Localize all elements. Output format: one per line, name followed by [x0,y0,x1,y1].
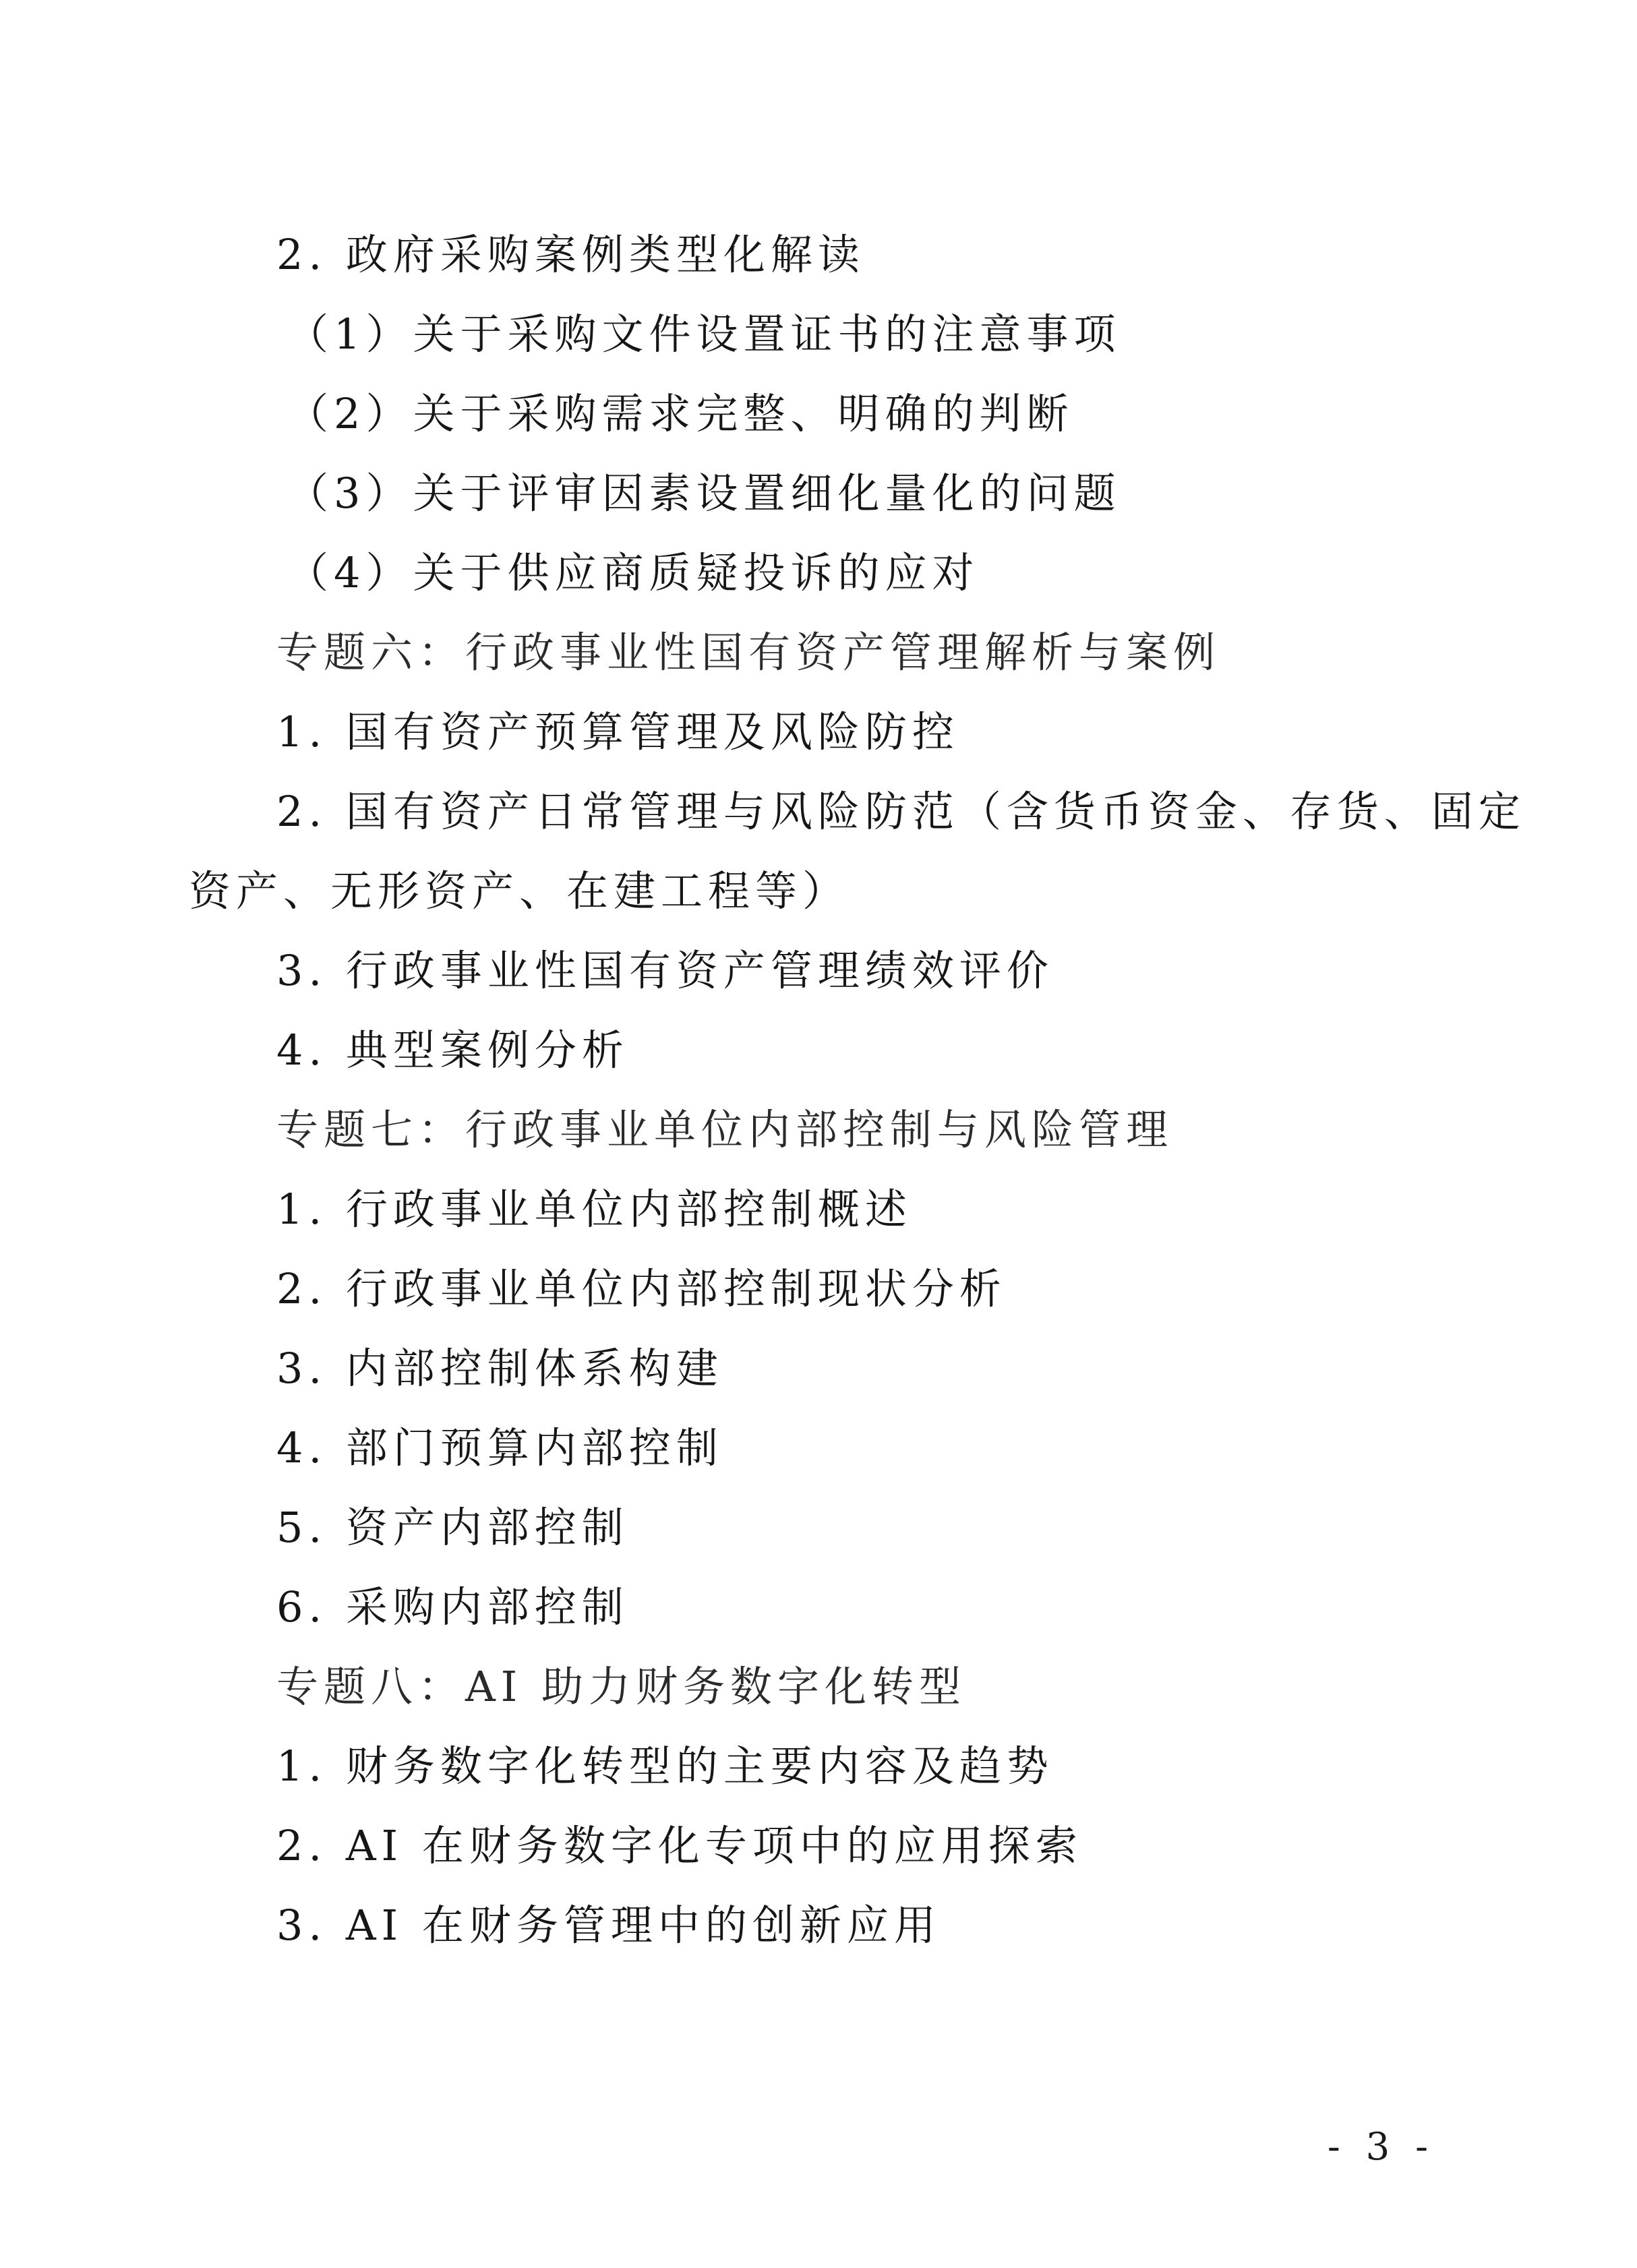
topic-six-item-4: 4. 典型案例分析 [276,1025,629,1075]
topic-seven-item-5: 5. 资产内部控制 [276,1503,629,1552]
topic-eight-item-1: 1. 财务数字化转型的主要内容及趋势 [276,1741,1054,1791]
topic-six-item-1: 1. 国有资产预算管理及风险防控 [276,707,959,756]
subitem-1-certificates: （1）关于采购文件设置证书的注意事项 [287,309,1121,359]
topic-seven-item-6: 6. 采购内部控制 [276,1582,629,1632]
item-2-case-interpretation: 2. 政府采购案例类型化解读 [276,230,865,279]
subitem-2-requirements: （2）关于采购需求完整、明确的判断 [287,389,1074,438]
topic-eight-item-3: 3. AI 在财务管理中的创新应用 [276,1901,941,1950]
topic-seven-heading: 专题七：行政事业单位内部控制与风险管理 [276,1105,1174,1154]
topic-eight-heading: 专题八：AI 助力财务数字化转型 [276,1662,966,1711]
topic-six-item-3: 3. 行政事业性国有资产管理绩效评价 [276,946,1054,995]
page-number: - 3 - [1327,2125,1435,2169]
topic-six-item-2-continued: 资产、无形资产、在建工程等） [189,866,850,916]
topic-eight-item-2: 2. AI 在财务数字化专项中的应用探索 [276,1821,1083,1870]
subitem-3-review-factors: （3）关于评审因素设置细化量化的问题 [287,469,1121,518]
topic-seven-item-4: 4. 部门预算内部控制 [276,1423,723,1472]
topic-seven-item-2: 2. 行政事业单位内部控制现状分析 [276,1264,1007,1313]
topic-seven-item-3: 3. 内部控制体系构建 [276,1344,723,1393]
subitem-4-supplier-complaints: （4）关于供应商质疑投诉的应对 [287,548,980,597]
topic-six-heading: 专题六：行政事业性国有资产管理解析与案例 [276,628,1221,677]
topic-seven-item-1: 1. 行政事业单位内部控制概述 [276,1185,912,1234]
topic-six-item-2: 2. 国有资产日常管理与风险防范（含货币资金、存货、固定 [276,787,1526,836]
